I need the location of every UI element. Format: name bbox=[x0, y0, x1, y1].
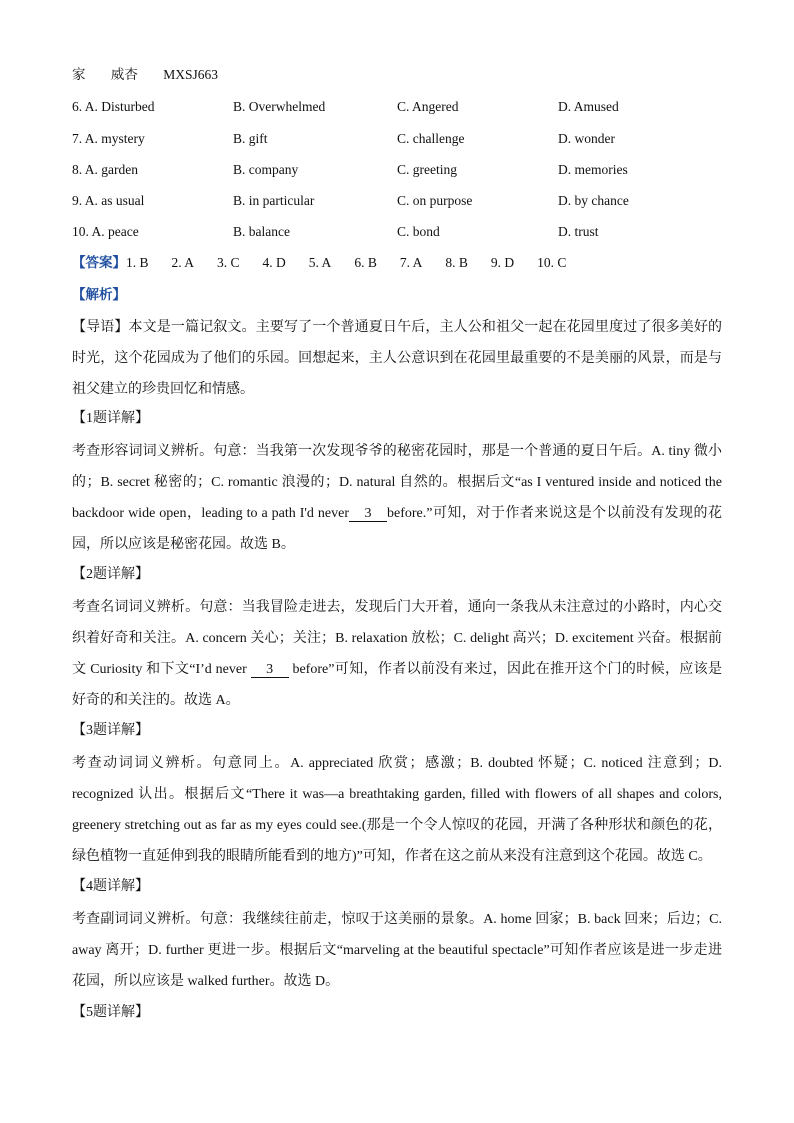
option-c: C. challenge bbox=[397, 131, 465, 146]
answer-line bbox=[72, 254, 589, 272]
option-c: C. on purpose bbox=[397, 193, 473, 208]
option-row-9 bbox=[72, 192, 772, 210]
q1-text-after: before.”可知，对于作者来说这是个以前没有发现的花园，所以应该是秘密花园。故选 B。 bbox=[72, 506, 722, 552]
q2-title: 【2题详解】 bbox=[72, 567, 149, 582]
option-a: 8. A. garden bbox=[72, 162, 138, 177]
option-d: D. wonder bbox=[558, 131, 615, 146]
option-a: 9. A. as usual bbox=[72, 193, 145, 208]
answer-item: 6. B bbox=[354, 255, 377, 270]
option-b: B. in particular bbox=[233, 193, 315, 208]
option-row-7 bbox=[72, 130, 772, 148]
option-c: C. greeting bbox=[397, 162, 457, 177]
analysis-label: 【解析】 bbox=[72, 287, 126, 302]
q4-explanation: 考查副词词义辨析。句意：我继续往前走，惊叹于这美丽的景象。A. home 回家；B. back 回来；后边；C. away 离开；D. further 更进一步。根据后文“marveling at the beautiful spectacle”可知作者应该是进一步走进花园，所以应该是 walked further。故选 D。 bbox=[72, 912, 722, 989]
option-d: D. Amused bbox=[558, 99, 619, 114]
q2-text-after: before”可知，作者以前没有来过，因此在推开这个门的时候，应该是好奇的和关注的。故选 A。 bbox=[72, 662, 723, 708]
answer-label: 【答案】 bbox=[72, 255, 126, 270]
header-part-3: MXSJ663 bbox=[163, 67, 219, 82]
q4-title: 【4题详解】 bbox=[72, 879, 149, 894]
option-b: B. Overwhelmed bbox=[233, 99, 326, 114]
answer-item: 2. A bbox=[171, 255, 195, 270]
q2-blank: 3 bbox=[251, 662, 289, 678]
option-row-8 bbox=[72, 161, 772, 179]
q3-title: 【3题详解】 bbox=[72, 723, 149, 738]
answer-item: 9. D bbox=[490, 255, 515, 270]
page-header bbox=[72, 66, 240, 84]
answer-item: 4. D bbox=[262, 255, 286, 270]
option-a: 6. A. Disturbed bbox=[72, 99, 155, 114]
option-c: C. bond bbox=[397, 224, 440, 239]
option-b: B. gift bbox=[233, 131, 268, 146]
answer-item: 8. B bbox=[445, 255, 468, 270]
q2-explanation bbox=[72, 592, 722, 716]
q5-title: 【5题详解】 bbox=[72, 1005, 149, 1020]
option-a: 10. A. peace bbox=[72, 224, 139, 239]
q1-text-before: 考查形容词词义辨析。句意：当我第一次发现爷爷的秘密花园时，那是一个普通的夏日午后。A. tiny 微小的；B. secret 秘密的；C. romantic 浪漫的；D. natural 自然的。根据后文“as I ventured inside and noticed the backdoor wide open，leading to a path I'd never bbox=[72, 444, 722, 521]
option-b: B. balance bbox=[233, 224, 290, 239]
option-d: D. memories bbox=[558, 162, 628, 177]
answer-item: 5. A bbox=[308, 255, 332, 270]
intro-paragraph: 【导语】本文是一篇记叙文。主要写了一个普通夏日午后，主人公和祖父一起在花园里度过了很多美好的时光，这个花园成为了他们的乐园。回想起来，主人公意识到在花园里最重要的不是美丽的风景，而是与祖父建立的珍贵回忆和情感。 bbox=[72, 320, 722, 397]
q2-text-before: 考查名词词义辨析。句意：当我冒险走进去，发现后门大开着，通向一条我从未注意过的小路时，内心交织着好奇和关注。A. concern 关心；关注；B. relaxation 放松；C. delight 高兴；D. excitement 兴奋。根据前文 Curiosity 和下文“I’d never bbox=[72, 600, 722, 677]
answer-item: 3. C bbox=[217, 255, 240, 270]
option-row-10 bbox=[72, 223, 772, 241]
option-a: 7. A. mystery bbox=[72, 131, 145, 146]
q1-title: 【1题详解】 bbox=[72, 411, 149, 426]
q1-blank: 3 bbox=[349, 506, 387, 522]
option-d: D. trust bbox=[558, 224, 599, 239]
option-d: D. by chance bbox=[558, 193, 629, 208]
header-part-1: 家 bbox=[72, 67, 86, 82]
header-part-2: 威杏 bbox=[110, 67, 138, 82]
q1-explanation bbox=[72, 436, 722, 560]
option-c: C. Angered bbox=[397, 99, 459, 114]
q3-explanation: 考查动词词义辨析。句意同上。A. appreciated 欣赏；感激；B. doubted 怀疑；C. noticed 注意到；D. recognized 认出。根据后文“There it was—a breathtaking garden, filled with flowers of all shapes and colors, greenery stretching out as far as my eyes could see.(那是一个令人惊叹的花园，开满了各种形状和颜色的花，绿色植物一直延伸到我的眼睛所能看到的地方)”可知，作者在这之前从来没有注意到这个花园。故选 C。 bbox=[72, 756, 722, 864]
option-row-6 bbox=[72, 98, 772, 116]
answer-item: 1. B bbox=[126, 255, 149, 270]
answer-item: 10. C bbox=[537, 255, 567, 270]
option-b: B. company bbox=[233, 162, 299, 177]
answer-item: 7. A bbox=[399, 255, 423, 270]
